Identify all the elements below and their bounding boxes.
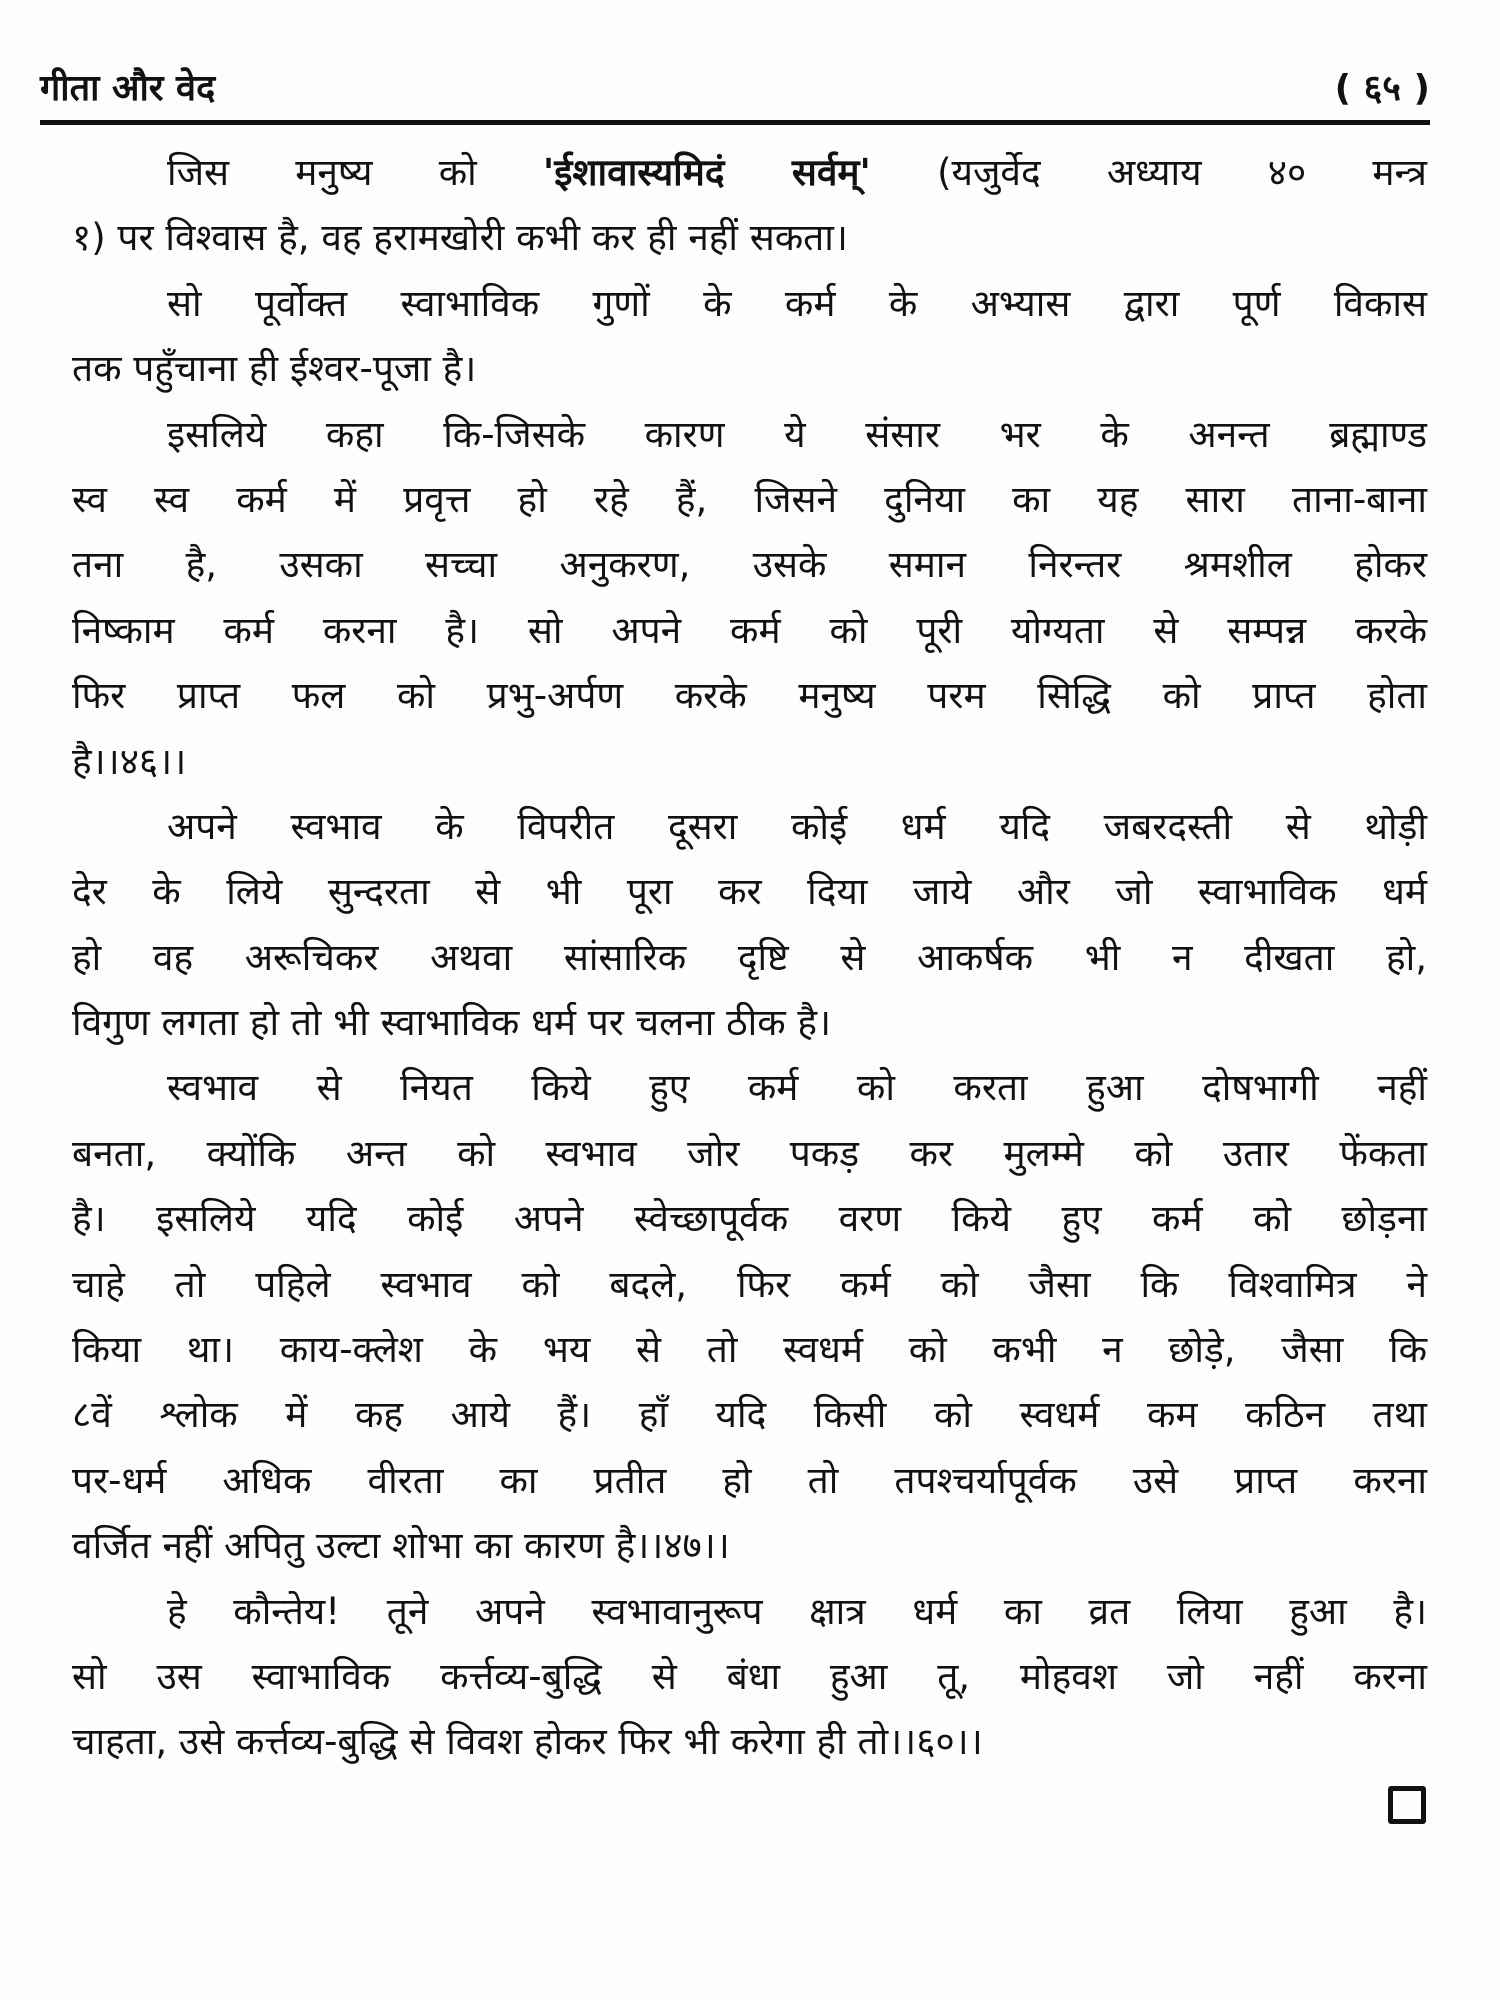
text-span: जिस मनुष्य को [167, 151, 543, 194]
running-header [40, 62, 1430, 122]
page-body [72, 140, 1427, 1775]
text-line: इसलिये कहा कि-जिसके कारण ये संसार भर के अनन्त ब्रह्माण्ड [167, 412, 1427, 456]
text-line: है। इसलिये यदि कोई अपने स्वेच्छापूर्वक वरण किये हुए कर्म को छोड़ना [72, 1197, 1427, 1241]
end-of-section-box-icon [1388, 1786, 1426, 1824]
text-line: बनता, क्योंकि अन्त को स्वभाव जोर पकड़ कर मुलम्मे को उतार फेंकता [72, 1131, 1427, 1175]
text-line: चाहे तो पहिले स्वभाव को बदले, फिर कर्म को जैसा कि विश्वामित्र ने [72, 1262, 1427, 1306]
text-line: स्वभाव से नियत किये हुए कर्म को करता हुआ दोषभागी नहीं [167, 1066, 1427, 1110]
text-line: ८वें श्लोक में कह आये हैं। हाँ यदि किसी को स्वधर्म कम कठिन तथा [72, 1393, 1427, 1437]
text-line: पर-धर्म अधिक वीरता का प्रतीत हो तो तपश्चर्यापूर्वक उसे प्राप्त करना [72, 1458, 1427, 1502]
text-line: अपने स्वभाव के विपरीत दूसरा कोई धर्म यदि जबरदस्ती से थोड़ी [167, 804, 1427, 848]
text-line: स्व स्व कर्म में प्रवृत्त हो रहे हैं, जिसने दुनिया का यह सारा ताना-बाना [72, 477, 1427, 521]
text-line: विगुण लगता हो तो भी स्वाभाविक धर्म पर चलना ठीक है। [72, 1001, 832, 1045]
text-span: (यजुर्वेद अध्याय ४० मन्त्र [870, 151, 1427, 194]
bold-quote: 'ईशावास्यमिदं सर्वम्' [542, 151, 871, 194]
text-line: १) पर विश्वास है, वह हरामखोरी कभी कर ही नहीं सकता। [72, 216, 848, 260]
text-line [72, 140, 1427, 205]
text-line: किया था। काय-क्लेश के भय से तो स्वधर्म को कभी न छोड़े, जैसा कि [72, 1328, 1427, 1372]
text-line: फिर प्राप्त फल को प्रभु-अर्पण करके मनुष्य परम सिद्धि को प्राप्त होता [72, 674, 1427, 718]
text-line: सो उस स्वाभाविक कर्त्तव्य-बुद्धि से बंधा हुआ तू, मोहवश जो नहीं करना [72, 1654, 1427, 1698]
text-line: हो वह अरूचिकर अथवा सांसारिक दृष्टि से आकर्षक भी न दीखता हो, [72, 935, 1427, 979]
text-line: चाहता, उसे कर्त्तव्य-बुद्धि से विवश होकर फिर भी करेगा ही तो।।६०।। [72, 1720, 983, 1764]
text-line: तक पहुँचाना ही ईश्वर-पूजा है। [72, 347, 477, 391]
text-line: देर के लिये सुन्दरता से भी पूरा कर दिया जाये और जो स्वाभाविक धर्म [72, 870, 1427, 914]
text-line: है।।४६।। [72, 739, 187, 783]
text-line: वर्जित नहीं अपितु उल्टा शोभा का कारण है।।४७।। [72, 1524, 730, 1568]
text-line: हे कौन्तेय! तूने अपने स्वभावानुरूप क्षात्र धर्म का व्रत लिया हुआ है। [167, 1589, 1427, 1633]
page-number: ( ६५ ) [1334, 68, 1430, 109]
header-rule [40, 120, 1430, 125]
book-title: गीता और वेद [40, 68, 216, 109]
text-line: सो पूर्वोक्त स्वाभाविक गुणों के कर्म के अभ्यास द्वारा पूर्ण विकास [167, 281, 1427, 325]
text-line: निष्काम कर्म करना है। सो अपने कर्म को पूरी योग्यता से सम्पन्न करके [72, 608, 1427, 652]
text-line: तना है, उसका सच्चा अनुकरण, उसके समान निरन्तर श्रमशील होकर [72, 543, 1427, 587]
